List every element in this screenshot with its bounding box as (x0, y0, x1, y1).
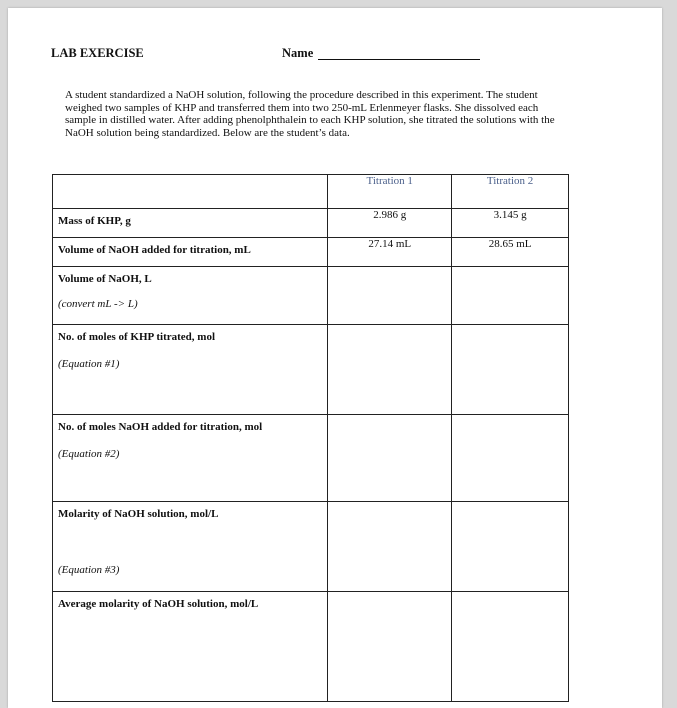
table-header-row (53, 175, 569, 209)
titration-2-value: 28.65 mL (452, 238, 569, 267)
titration-1-value: 27.14 mL (328, 238, 452, 267)
table-row (53, 267, 569, 325)
table-row (53, 238, 569, 267)
titration-2-value (452, 267, 569, 325)
row-label: No. of moles of KHP titrated, mol (58, 331, 216, 343)
titration-2-value (452, 415, 569, 502)
table-row (53, 592, 569, 702)
row-label: Mass of KHP, g (58, 215, 131, 227)
row-sublabel: (Equation #3) (58, 564, 120, 576)
row-sublabel: (Equation #1) (58, 358, 120, 370)
data-table (52, 174, 569, 702)
row-label: Average molarity of NaOH solution, mol/L (58, 598, 259, 610)
row-sublabel: (convert mL -> L) (58, 298, 138, 310)
page-title: LAB EXERCISE (51, 46, 144, 60)
row-label: No. of moles NaOH added for titration, mol (58, 421, 263, 433)
titration-1-value: 2.986 g (328, 209, 452, 238)
name-line (318, 59, 480, 60)
worksheet-page (8, 8, 662, 708)
titration-2-value (452, 325, 569, 415)
row-sublabel: (Equation #2) (58, 448, 120, 460)
titration-2-value (452, 592, 569, 702)
intro-paragraph: A student standardized a NaOH solution, following the procedure described in this experiment. The student weighed two samples of KHP and transferred them into two 250-mL Erlenmeyer flasks. She dissolved each sample in distilled water. After adding phenolphthalein to each KHP solution, she titrated the solutions with the NaOH solution being standardized. Below are the student’s data. (65, 89, 555, 139)
header-titration-1: Titration 1 (328, 175, 452, 209)
header-titration-2: Titration 2 (452, 175, 569, 209)
titration-1-value (328, 592, 452, 702)
table-row (53, 325, 569, 415)
titration-2-value (452, 502, 569, 592)
row-label: Volume of NaOH, L (58, 273, 152, 285)
titration-1-value (328, 325, 452, 415)
header-blank-cell (53, 175, 328, 209)
table-row (53, 209, 569, 238)
titration-2-value: 3.145 g (452, 209, 569, 238)
table-row (53, 502, 569, 592)
row-label: Volume of NaOH added for titration, mL (58, 244, 251, 256)
titration-1-value (328, 415, 452, 502)
table-row (53, 415, 569, 502)
name-label: Name (282, 46, 314, 60)
titration-1-value (328, 267, 452, 325)
row-label: Molarity of NaOH solution, mol/L (58, 508, 219, 520)
titration-1-value (328, 502, 452, 592)
